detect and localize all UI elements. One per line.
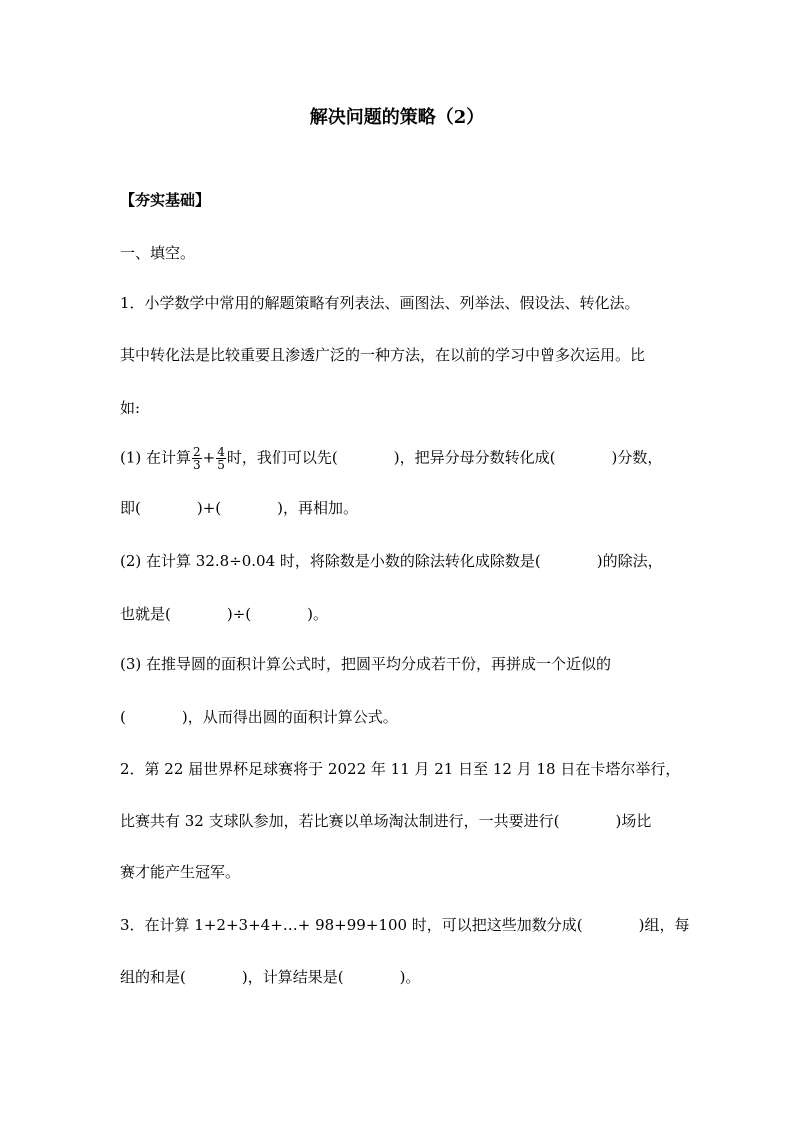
q2-line2-b: )场比 — [615, 812, 652, 830]
q1-sub2-line2 — [120, 604, 328, 624]
fraction-four-fifths — [216, 446, 226, 471]
q1-line3: 如: — [120, 399, 141, 417]
q1-sub1-text-a: 时，我们可以先( — [226, 448, 338, 467]
q3-line1-a: 3．在计算 1+2+3+4+…+ 98+99+100 时，可以把这些加数分成( — [120, 916, 583, 934]
q1-sub2-line1 — [120, 551, 663, 571]
q2-line3: 赛才能产生冠军。 — [120, 863, 241, 881]
q1-sub1-l2-a: 即( — [120, 499, 141, 517]
q1-sub3-line1: (3) 在推导圆的面积计算公式时，把圆平均分成若干份，再拼成一个近似的 — [120, 655, 612, 673]
fraction-numerator: 2 — [193, 445, 201, 459]
q1-sub3-line2 — [120, 707, 398, 727]
q3-line1 — [120, 915, 690, 935]
plus-sign: + — [202, 448, 216, 467]
q1-sub2-l2-c: )。 — [307, 605, 328, 623]
q1-sub1-l2-c: )，再相加。 — [277, 499, 358, 517]
q1-sub1-l2-b: )+( — [196, 499, 222, 517]
q1-sub3-l2-b: )，从而得出圆的面积计算公式。 — [181, 708, 398, 726]
q3-line2-c: )。 — [399, 968, 421, 986]
q1-sub1-text-c: )分数， — [611, 448, 663, 467]
fraction-two-thirds — [192, 446, 202, 471]
q2-line1: 2．第 22 届世界杯足球赛将于 2022 年 11 月 21 日至 12 月 18 日在卡塔尔举行， — [120, 760, 681, 778]
q1-line2: 其中转化法是比较重要且渗透广泛的一种方法，在以前的学习中曾多次运用。比 — [120, 346, 646, 364]
q1-sub2-l2-a: 也就是( — [120, 605, 171, 623]
fraction-denominator: 3 — [193, 458, 201, 472]
q2-line2-a: 比赛共有 32 支球队参加，若比赛以单场淘汰制进行，一共要进行( — [120, 812, 560, 830]
q3-line2 — [120, 967, 420, 987]
part-heading: 一、填空。 — [120, 244, 196, 262]
page-title: 解决问题的策略（2） — [309, 107, 485, 128]
q1-line1-text: 1．小学数学中常用的解题策略有列表法、画图法、列举法、假设法、转化法。 — [120, 294, 640, 312]
q2-line2 — [120, 811, 651, 831]
q1-sub3-l2-a: ( — [120, 708, 126, 726]
q3-line2-a: 组的和是( — [120, 968, 186, 986]
q1-line1 — [120, 293, 665, 313]
q1-sub2-l1-a: (2) 在计算 32.8÷0.04 时，将除数是小数的除法转化成除数是( — [120, 552, 541, 570]
q1-sub1-prefix: (1) 在计算 — [120, 448, 192, 467]
q1-sub1-text-b: )，把异分母分数转化成( — [393, 448, 556, 467]
q1-sub2-l2-b: )÷( — [226, 605, 252, 623]
q1-sub2-l1-b: )的除法， — [596, 552, 663, 570]
fraction-denominator: 5 — [217, 458, 225, 472]
q3-line2-b: )，计算结果是( — [241, 968, 344, 986]
q3-line1-b: )组，每 — [638, 916, 690, 934]
section-heading: 【夯实基础】 — [120, 191, 211, 209]
fraction-numerator: 4 — [217, 445, 225, 459]
q1-sub1-line1 — [120, 446, 662, 471]
q1-sub1-line2 — [120, 498, 358, 518]
